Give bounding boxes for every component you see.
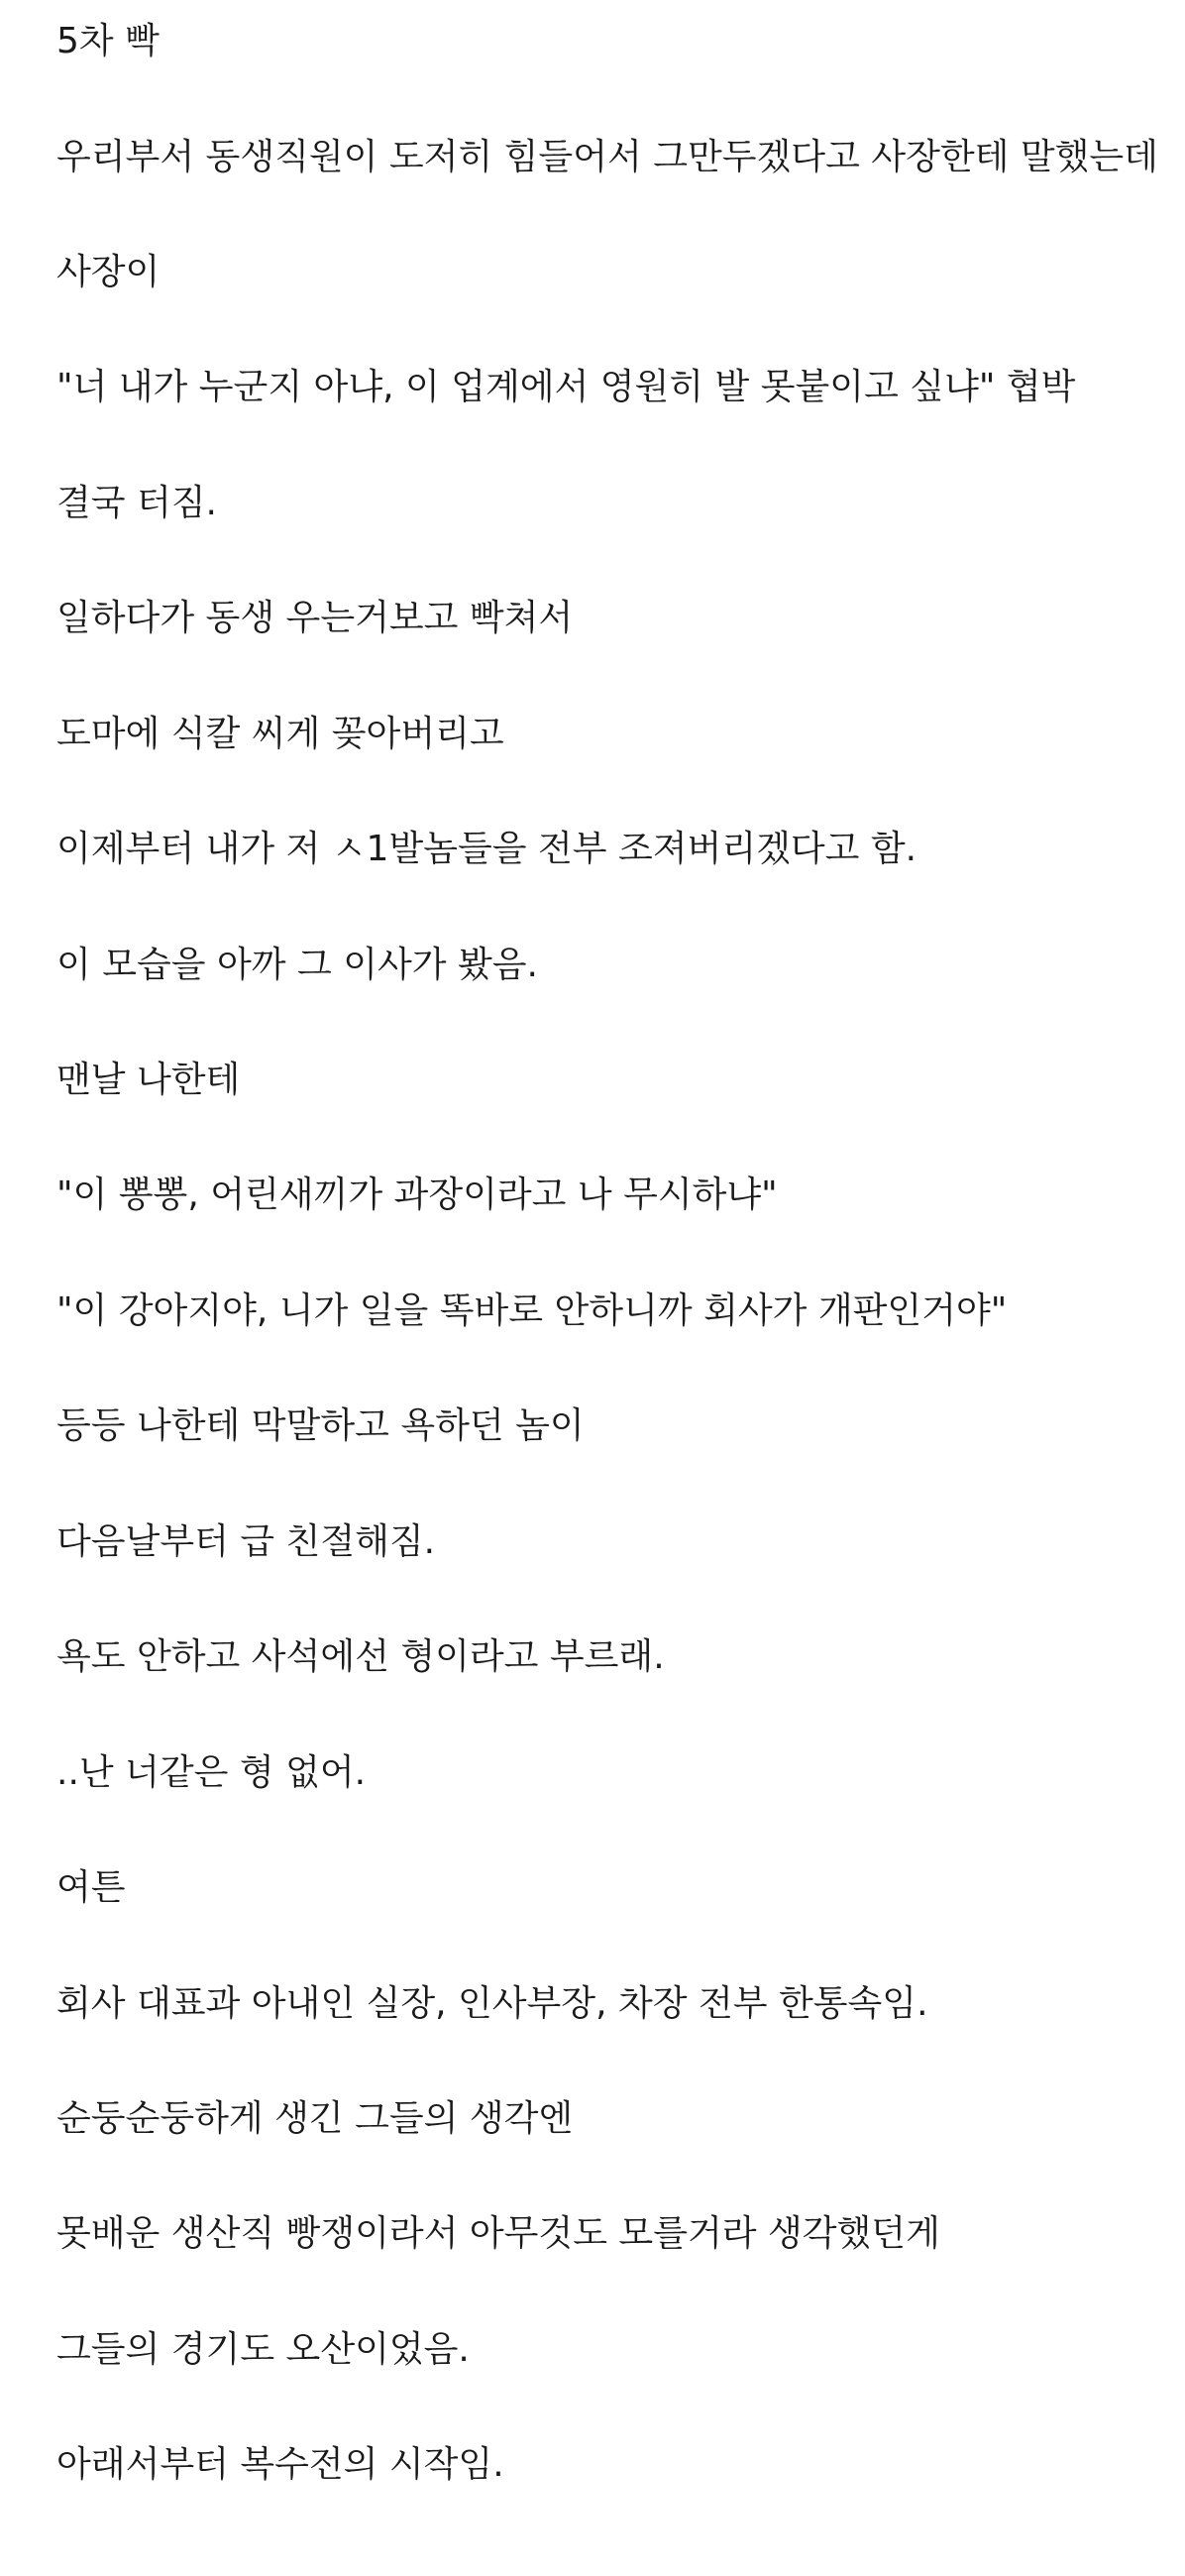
- text-line: 맨날 나한테: [56, 1060, 241, 1100]
- text-line: 이제부터 내가 저 ㅅ1발놈들을 전부 조져버리겠다고 함.: [56, 829, 917, 869]
- text-line: ..난 너같은 형 없어.: [56, 1752, 367, 1793]
- text-line: 결국 터짐.: [56, 483, 217, 523]
- text-line: 여튼: [56, 1867, 126, 1908]
- text-line: 못배운 생산직 빵쟁이라서 아무것도 모를거라 생각했던게: [56, 2213, 940, 2254]
- text-line: 순둥순둥하게 생긴 그들의 생각엔: [56, 2098, 574, 2139]
- text-line: 욕도 안하고 사석에선 형이라고 부르래.: [56, 1636, 665, 1677]
- text-line: 일하다가 동생 우는거보고 빡쳐서: [56, 598, 574, 638]
- text-line: 등등 나한테 막말하고 욕하던 놈이: [56, 1405, 585, 1446]
- text-line: 우리부서 동생직원이 도저히 힘들어서 그만두겠다고 사장한테 말했는데: [56, 137, 1158, 177]
- text-line: "이 뽕뽕, 어린새끼가 과장이라고 나 무시하냐": [56, 1175, 778, 1215]
- text-line: 5차 빡: [56, 21, 160, 61]
- text-line: 사장이: [56, 252, 161, 292]
- text-line: 이 모습을 아까 그 이사가 봤음.: [56, 945, 538, 985]
- text-line: 다음날부터 급 친절해짐.: [56, 1521, 436, 1562]
- text-line: "이 강아지야, 니가 일을 똑바로 안하니까 회사가 개판인거야": [56, 1290, 1008, 1331]
- text-line: 아래서부터 복수전의 시작임.: [56, 2444, 504, 2485]
- text-line: 도마에 식칼 씨게 꽂아버리고: [56, 714, 504, 754]
- text-line: 회사 대표과 아내인 실장, 인사부장, 차장 전부 한통속임.: [56, 1983, 928, 2024]
- text-line: 그들의 경기도 오산이었음.: [56, 2329, 470, 2370]
- text-line: "너 내가 누군지 아냐, 이 업계에서 영원히 발 못붙이고 싶냐" 협박: [56, 367, 1076, 407]
